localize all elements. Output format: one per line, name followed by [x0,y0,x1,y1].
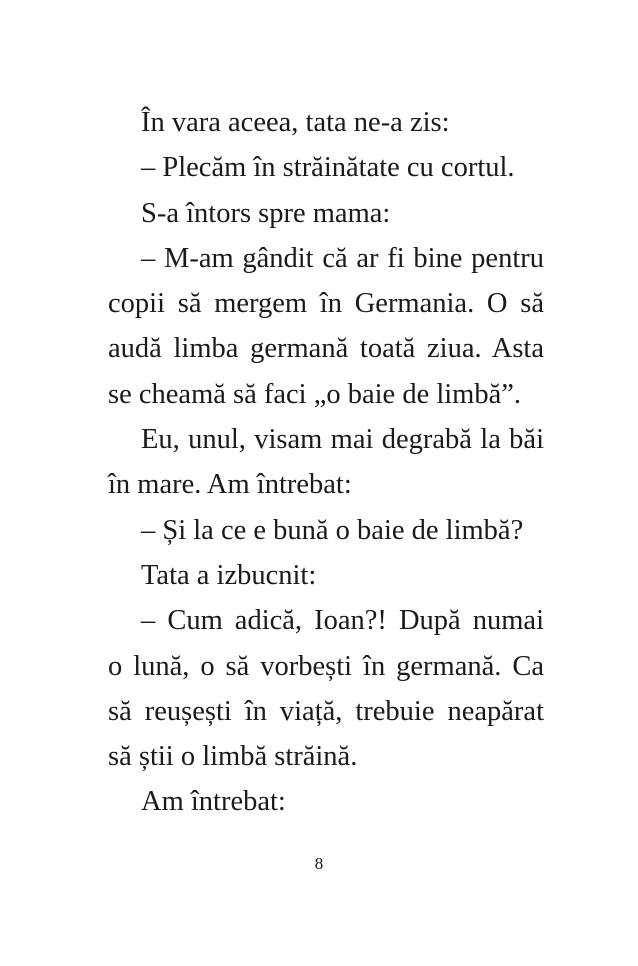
text-line: în mare. Am întrebat: [108,469,352,501]
text-line: – M-am gândit că ar fi bine pentru [141,242,544,274]
text-line: audă limba germană toată ziua. Asta [108,333,544,365]
text-line: o lună, o să vorbești în germană. Ca [108,650,544,682]
text-line: – Cum adică, Ioan?! După numai [141,605,544,637]
text-line: – Plecăm în străinătate cu cortul. [141,152,515,184]
text-line: se cheamă să faci „o baie de limbă”. [108,378,522,410]
text-line: să știi o limbă străină. [108,741,358,773]
body-text [108,100,544,825]
text-line: copii să mergem în Germania. O să [108,288,544,320]
text-line: Eu, unul, visam mai degrabă la băi [141,424,544,456]
text-line: să reușești în viață, trebuie neapărat [108,695,544,727]
page-number: 8 [314,854,324,873]
text-line: Am întrebat: [141,786,286,818]
text-line: În vara aceea, tata ne-a zis: [141,107,450,138]
text-line: S-a întors spre mama: [141,197,391,229]
text-line: Tata a izbucnit: [141,559,317,591]
text-line: – Și la ce e bună o baie de limbă? [141,514,524,546]
